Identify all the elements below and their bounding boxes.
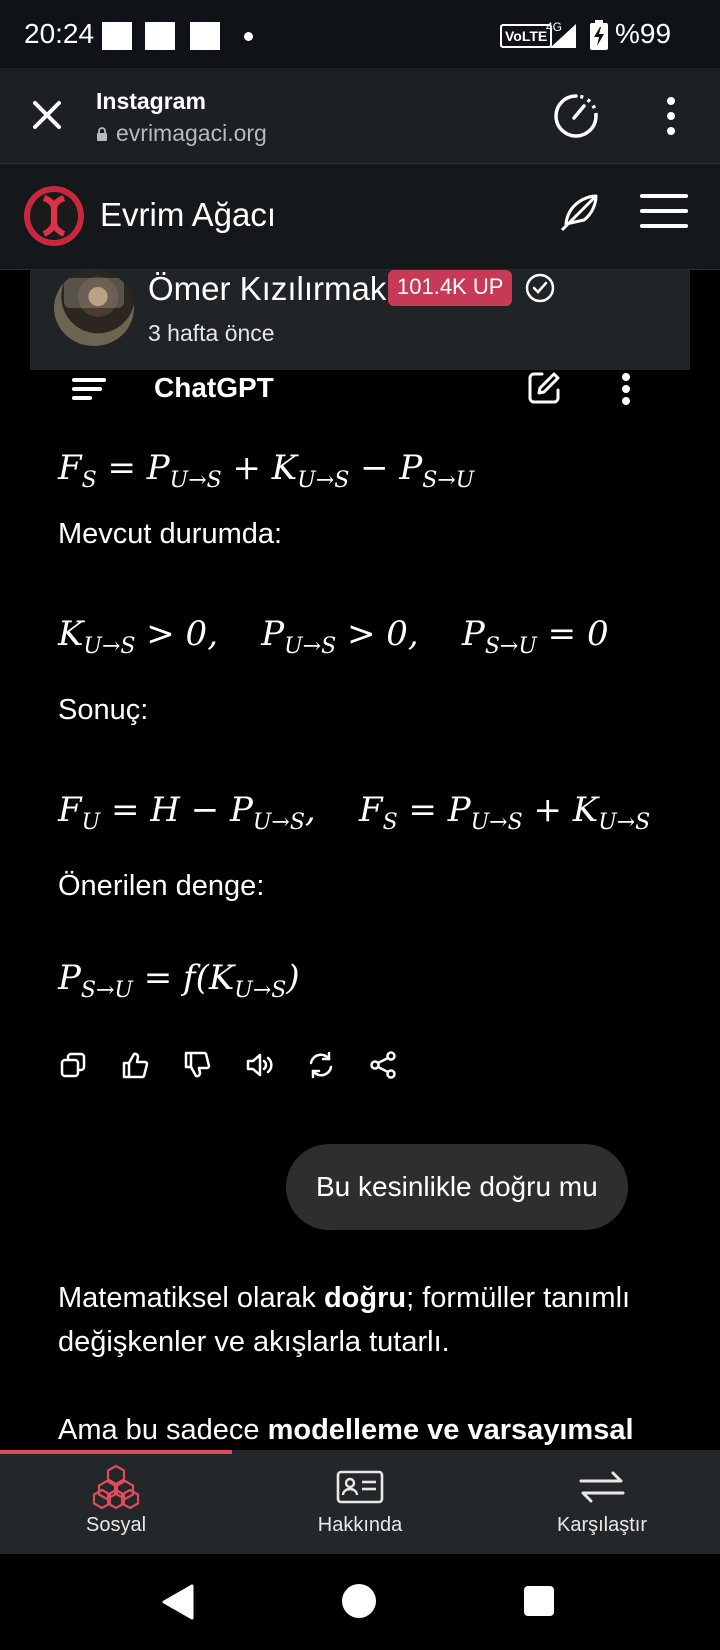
author-name[interactable]: Ömer Kızılırmak <box>148 270 387 307</box>
thumbs-down-icon <box>182 1050 212 1080</box>
reply-text: Matematiksel olarak <box>58 1282 324 1314</box>
bottom-tab-bar <box>0 1450 720 1554</box>
share-icon <box>368 1050 398 1080</box>
home-icon[interactable] <box>342 1584 376 1618</box>
tab-sosyal[interactable] <box>16 1464 216 1537</box>
tab-hakkinda[interactable] <box>260 1464 460 1537</box>
equation-result: $F_U = H - P_{U\to S}$, $F_S = P_{U\to S} + K_{U\to S}$ <box>58 790 651 835</box>
tab-title: Instagram <box>96 88 206 114</box>
reply-text: ; formüller tanımlı değişkenler ve akışlarla tutarlı. <box>58 1282 631 1358</box>
more-vert-icon[interactable] <box>664 96 678 136</box>
tab-label: Hakkında <box>317 1514 403 1536</box>
close-icon[interactable] <box>30 98 64 132</box>
tab-karsilastir[interactable] <box>502 1464 702 1537</box>
battery-icon <box>590 20 608 50</box>
id-card-icon <box>333 1464 387 1510</box>
active-tab-indicator <box>0 1450 232 1454</box>
chatgpt-topbar <box>30 370 690 414</box>
message-actions <box>58 1050 398 1080</box>
hexagons-icon <box>89 1464 143 1510</box>
hamburger-menu-icon[interactable] <box>640 194 688 234</box>
chatgpt-menu-icon <box>72 378 106 400</box>
site-name[interactable]: Evrim Ağacı <box>100 196 277 233</box>
recents-icon[interactable] <box>524 1586 554 1616</box>
chatgpt-title: ChatGPT <box>154 372 274 403</box>
tab-label: Sosyal <box>85 1514 147 1536</box>
user-message-bubble: Bu kesinlikle doğru mu <box>286 1144 628 1230</box>
assistant-reply-continued <box>58 1408 698 1452</box>
notification-icon <box>102 22 132 50</box>
evrim-agaci-logo[interactable] <box>22 184 86 248</box>
text-current-state: Mevcut durumda: <box>58 518 283 550</box>
status-bar <box>0 0 720 68</box>
new-chat-icon <box>526 370 562 406</box>
tab-url[interactable] <box>96 120 267 147</box>
up-badge: 101.4K UP <box>388 270 512 306</box>
author-bar <box>30 270 690 370</box>
regenerate-icon <box>306 1050 336 1080</box>
equation-balance: $P_{S\to U} = f(K_{U\to S})$ <box>58 958 300 1003</box>
thumbs-up-icon <box>120 1050 150 1080</box>
assistant-reply <box>58 1276 648 1364</box>
speed-gauge-icon[interactable] <box>552 92 600 140</box>
compare-arrows-icon <box>575 1464 629 1510</box>
more-vert-icon <box>620 372 632 406</box>
equation-fs: $F_S = P_{U\to S} + K_{U\to S} - P_{S\to U}$ <box>58 448 475 493</box>
equation-conditions: $K_{U\to S} > 0$, $P_{U\to S} > 0$, $P_{S\to U} = 0$ <box>58 614 609 659</box>
post-time: 3 hafta önce <box>148 320 275 346</box>
text-proposed: Önerilen denge: <box>58 870 265 902</box>
custom-tab-header <box>0 68 720 164</box>
android-nav-bar <box>0 1554 720 1650</box>
text-result: Sonuç: <box>58 694 149 726</box>
speaker-icon <box>244 1050 274 1080</box>
reply-text: Ama bu sadece <box>58 1414 268 1446</box>
copy-icon <box>58 1050 88 1080</box>
tab-label: Karşılaştır <box>556 1514 648 1536</box>
back-icon[interactable] <box>162 1584 196 1620</box>
post-card <box>30 270 690 1450</box>
status-time: 20:24 <box>24 18 95 49</box>
reply-bold: modelleme ve varsayımsal <box>267 1414 634 1446</box>
avatar[interactable] <box>54 270 134 346</box>
lock-icon <box>96 127 108 141</box>
volte-icon: VoLTE <box>500 24 552 48</box>
notification-icon <box>190 22 220 50</box>
reply-bold: doğru <box>323 1282 407 1314</box>
site-header <box>0 164 720 270</box>
verified-check-icon <box>524 272 556 304</box>
feather-pen-icon[interactable] <box>556 190 602 236</box>
battery-percent: %99 <box>615 18 672 49</box>
notification-icon <box>145 22 175 50</box>
more-notifications-icon <box>244 32 253 41</box>
network-type: 4G <box>546 20 563 34</box>
tab-url-text: evrimagaci.org <box>116 120 267 146</box>
signal-icon <box>550 24 576 48</box>
